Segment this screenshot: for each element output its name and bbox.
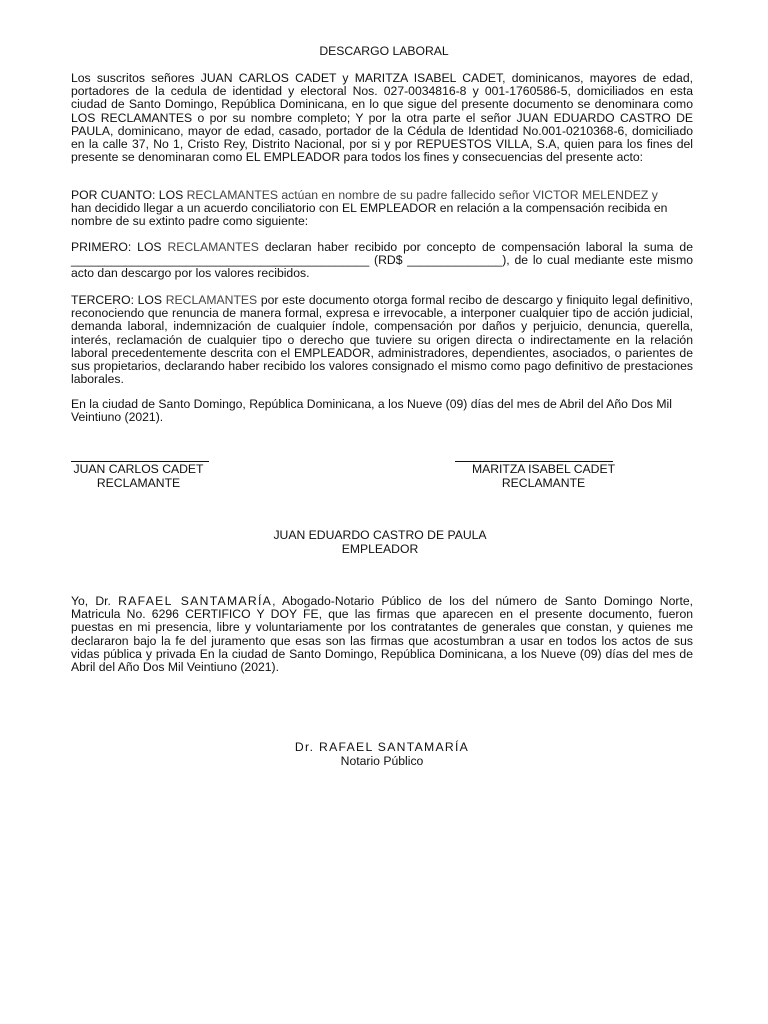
employer-signature-block (230, 528, 530, 556)
intro-paragraph: Los suscritos señores JUAN CARLOS CADET y MARITZA ISABEL CADET, dominicanos, mayores de edad, portadores de la cedula de identidad y electoral Nos. 027-0034816-8 y 001-1760586-5, domiciliados en esta ciudad de Santo Domingo, República Dominicana, en lo que sigue del presente documento se denominara como LOS RECLAMANTES o por su nombre completo; Y por la otra parte el señor JUAN EDUARDO CASTRO DE PAULA, dominicano, mayor de edad, casado, portador de la Cédula de Identidad No.001-0210368-6, domiciliado en la calle 37, No 1, Cristo Rey, Distrito Nacional, por si y por REPUESTOS VILLA, S.A, quien para los fines del presente se denominaran como EL EMPLEADOR para todos los fines y consecuencias del presente acto: (71, 71, 693, 165)
por-cuanto-highlight: RECLAMANTES actúan en nombre de su padre fallecido señor VICTOR MELENDEZ y (186, 188, 658, 202)
tercero-lead: TERCERO: LOS (71, 293, 166, 307)
notary-lead: Yo, Dr. (71, 594, 119, 608)
tercero-rest: por este documento otorga formal recibo de descargo y finiquito legal definitivo, reconociendo que renuncia de manera formal, expresa e irrevocable, a interponer cualquier tipo de acción judicial, demanda laboral, indemnización de cualquier índole, compensación por daños y perjuicio, denuncia, querella, interés, reclamación de cualquier tipo o derecho que tuviere su origen directa o indirectamente en la relación laboral precedentemente descrita con el EMPLEADOR, administradores, dependientes, asociados, o parientes de sus propietarios, declarando haber recibido los valores consignado el mismo como pago definitivo de prestaciones laborales. (71, 293, 693, 387)
right-signature-block (455, 462, 632, 490)
notary-signature-role: Notario Público (340, 754, 424, 768)
primero-rest: declaran haber recibido por concepto de compensación laboral la suma de ____________________________________________ (RD$ ______________), de lo cual mediante este mismo acto dan descargo por los valores recibidos. (71, 240, 693, 281)
left-signature-block (71, 462, 206, 490)
notary-signature-block (232, 740, 532, 768)
primero-highlight: RECLAMANTES (167, 240, 259, 254)
primero-lead: PRIMERO: LOS (71, 240, 168, 254)
notary-signature-name: Dr. RAFAEL SANTAMARÍA (294, 740, 470, 754)
left-signature-role: RECLAMANTE (96, 476, 181, 490)
por-cuanto-paragraph (71, 189, 693, 229)
right-signature-name: MARITZA ISABEL CADET (471, 462, 616, 476)
notary-paragraph (71, 595, 693, 674)
tercero-highlight: RECLAMANTES (165, 293, 258, 307)
left-signature-name: JUAN CARLOS CADET (73, 462, 204, 476)
closing-paragraph: En la ciudad de Santo Domingo, República Dominicana, a los Nueve (09) días del mes de Abril del Año Dos Mil Veintiuno (2021). (71, 397, 672, 425)
notary-name: RAFAEL SANTAMARÍA (118, 594, 273, 608)
primero-paragraph (71, 241, 693, 281)
tercero-paragraph (71, 294, 693, 386)
employer-signature-role: EMPLEADOR (341, 542, 419, 556)
por-cuanto-lead: POR CUANTO: LOS (71, 188, 187, 202)
por-cuanto-rest: han decidido llegar a un acuerdo conciliatorio con EL EMPLEADOR en relación a la compensación recibida en nombre de su extinto padre como siguiente: (71, 201, 668, 229)
right-signature-role: RECLAMANTE (501, 476, 586, 490)
document-title: DESCARGO LABORAL (319, 44, 449, 58)
notary-rest: , Abogado-Notario Público de los del número de Santo Domingo Norte, Matricula No. 6296 CERTIFICO Y DOY FE, que las firmas que aparecen en el presente documento, fueron puestas en mi presencia, libre y voluntariamente por los contratantes de generales que constan, y quienes me declararon bajo la fe del juramento que esas son las firmas que acostumbran a usar en todos los actos de sus vidas pública y privada En la ciudad de Santo Domingo, República Dominicana, a los Nueve (09) días del mes de Abril del Año Dos Mil Veintiuno (2021). (71, 594, 693, 675)
employer-signature-name: JUAN EDUARDO CASTRO DE PAULA (273, 528, 487, 542)
